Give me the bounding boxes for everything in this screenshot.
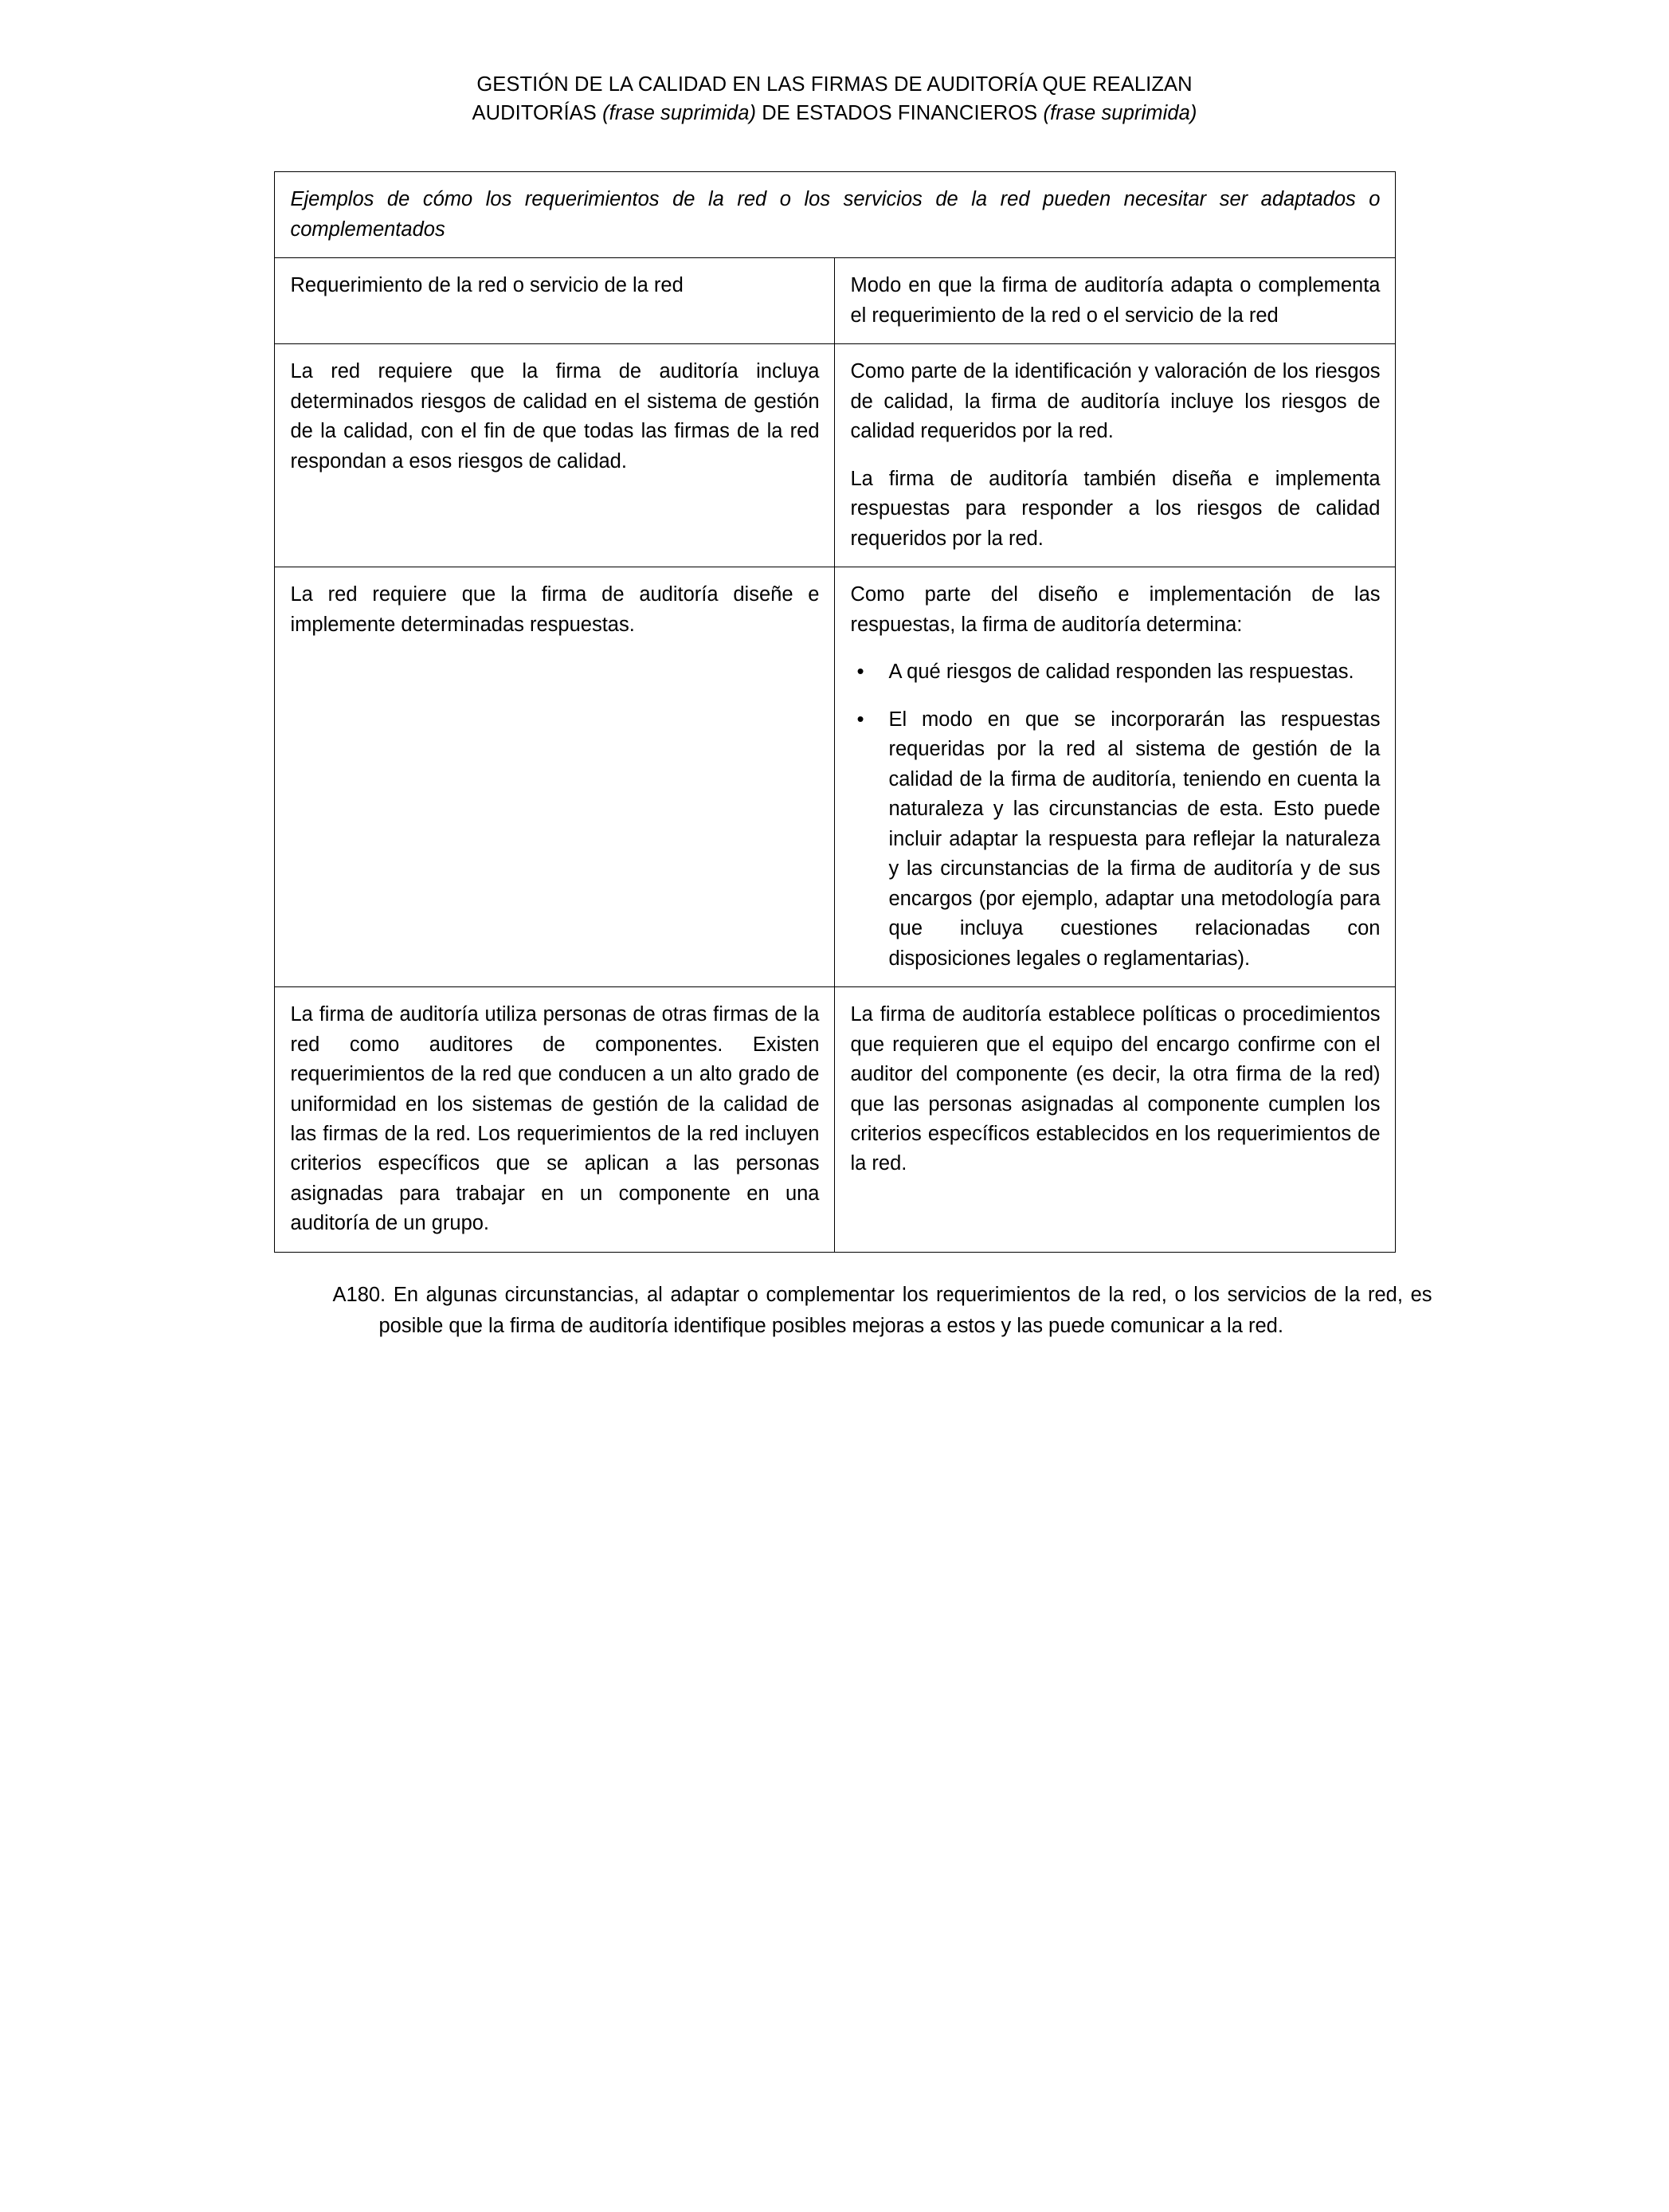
row-1-right-paragraph-1: Como parte del diseño e implementación de las respuestas, la firma de auditoría determina: xyxy=(850,583,1381,636)
header-line-2-text-2: DE ESTADOS FINANCIEROS xyxy=(756,102,1044,125)
paragraph-a180-text: En algunas circunstancias, al adaptar o complementar los requerimientos de la red, o los servicios de la red, es posible que la firma de auditoría identifique posibles mejoras a estos y las puede comunicar a la red. xyxy=(378,1283,1432,1338)
bullet-icon: • xyxy=(856,706,864,731)
page-header xyxy=(0,70,1669,127)
paragraph-a180-number: A180. xyxy=(332,1283,386,1306)
header-line-2-italic-1: (frase suprimida) xyxy=(602,102,757,125)
table-row xyxy=(274,567,1395,987)
column-header-left: Requerimiento de la red o servicio de la red xyxy=(274,258,834,344)
table-row xyxy=(274,987,1395,1253)
row-0-right xyxy=(834,344,1395,567)
list-item xyxy=(851,657,1381,687)
table-caption: Ejemplos de cómo los requerimientos de la red o los servicios de la red pueden necesitar ser adaptados o complementados xyxy=(274,172,1395,258)
row-2-right xyxy=(834,987,1395,1253)
row-0-right-paragraph-2: La firma de auditoría también diseña e implementa respuestas para responder a los riesgos de calidad requeridos por la red. xyxy=(850,467,1381,550)
row-0-right-paragraph-1: Como parte de la identificación y valoración de los riesgos de calidad, la firma de auditoría incluye los riesgos de calidad requeridos por la red. xyxy=(850,360,1381,443)
network-requirements-table xyxy=(274,171,1396,1253)
header-line-2-text-1: AUDITORÍAS xyxy=(472,102,603,125)
row-1-right xyxy=(834,567,1395,987)
row-1-right-bullet-2: El modo en que se incorporarán las respuestas requeridas por la red al sistema de gestión de la calidad de la firma de auditoría, teniendo en cuenta la naturaleza y las circunstancias de esta. Esto puede incluir adaptar la respuesta para reflejar la naturaleza y las circunstancias de la firma de auditoría y de sus encargos (por ejemplo, adaptar una metodología para que incluya cuestiones relacionadas con disposiciones legales o reglamentarias). xyxy=(888,708,1381,970)
header-line-1: GESTIÓN DE LA CALIDAD EN LAS FIRMAS DE AUDITORÍA QUE REALIZAN xyxy=(476,73,1193,96)
row-0-left: La red requiere que la firma de auditoría incluya determinados riesgos de calidad en el sistema de gestión de la calidad, con el fin de que todas las firmas de la red respondan a esos riesgos de calidad. xyxy=(274,344,834,567)
header-line-2 xyxy=(0,99,1669,127)
row-2-left: La firma de auditoría utiliza personas de otras firmas de la red como auditores de componentes. Existen requerimientos de la red que conducen a un alto grado de uniformidad en los sistemas de gestión de la calidad de las firmas de la red. Los requerimientos de la red incluyen criterios específicos que se aplican a las personas asignadas para trabajar en un componente en una auditoría de un grupo. xyxy=(274,987,834,1253)
row-1-left: La red requiere que la firma de auditoría diseñe e implemente determinadas respuestas. xyxy=(274,567,834,987)
bullet-icon: • xyxy=(856,659,864,684)
row-1-right-bullet-list xyxy=(851,657,1381,974)
column-header-right: Modo en que la firma de auditoría adapta o complementa el requerimiento de la red o el servicio de la red xyxy=(834,258,1395,344)
paragraph-a180 xyxy=(237,1280,1432,1343)
table-row-caption xyxy=(274,172,1395,258)
list-item xyxy=(851,705,1381,974)
table-row xyxy=(274,344,1395,567)
row-1-right-bullet-1: A qué riesgos de calidad responden las respuestas. xyxy=(888,661,1354,684)
header-line-2-italic-2: (frase suprimida) xyxy=(1043,102,1197,125)
row-2-right-paragraph-1: La firma de auditoría establece políticas o procedimientos que requieren que el equipo del encargo confirme con el auditor del componente (es decir, la otra firma de la red) que las personas asignadas al componente cumplen los criterios específicos establecidos en los requerimientos de la red. xyxy=(850,1003,1381,1175)
paragraph-a180-content xyxy=(333,1280,1432,1343)
table-row-headers xyxy=(274,258,1395,344)
